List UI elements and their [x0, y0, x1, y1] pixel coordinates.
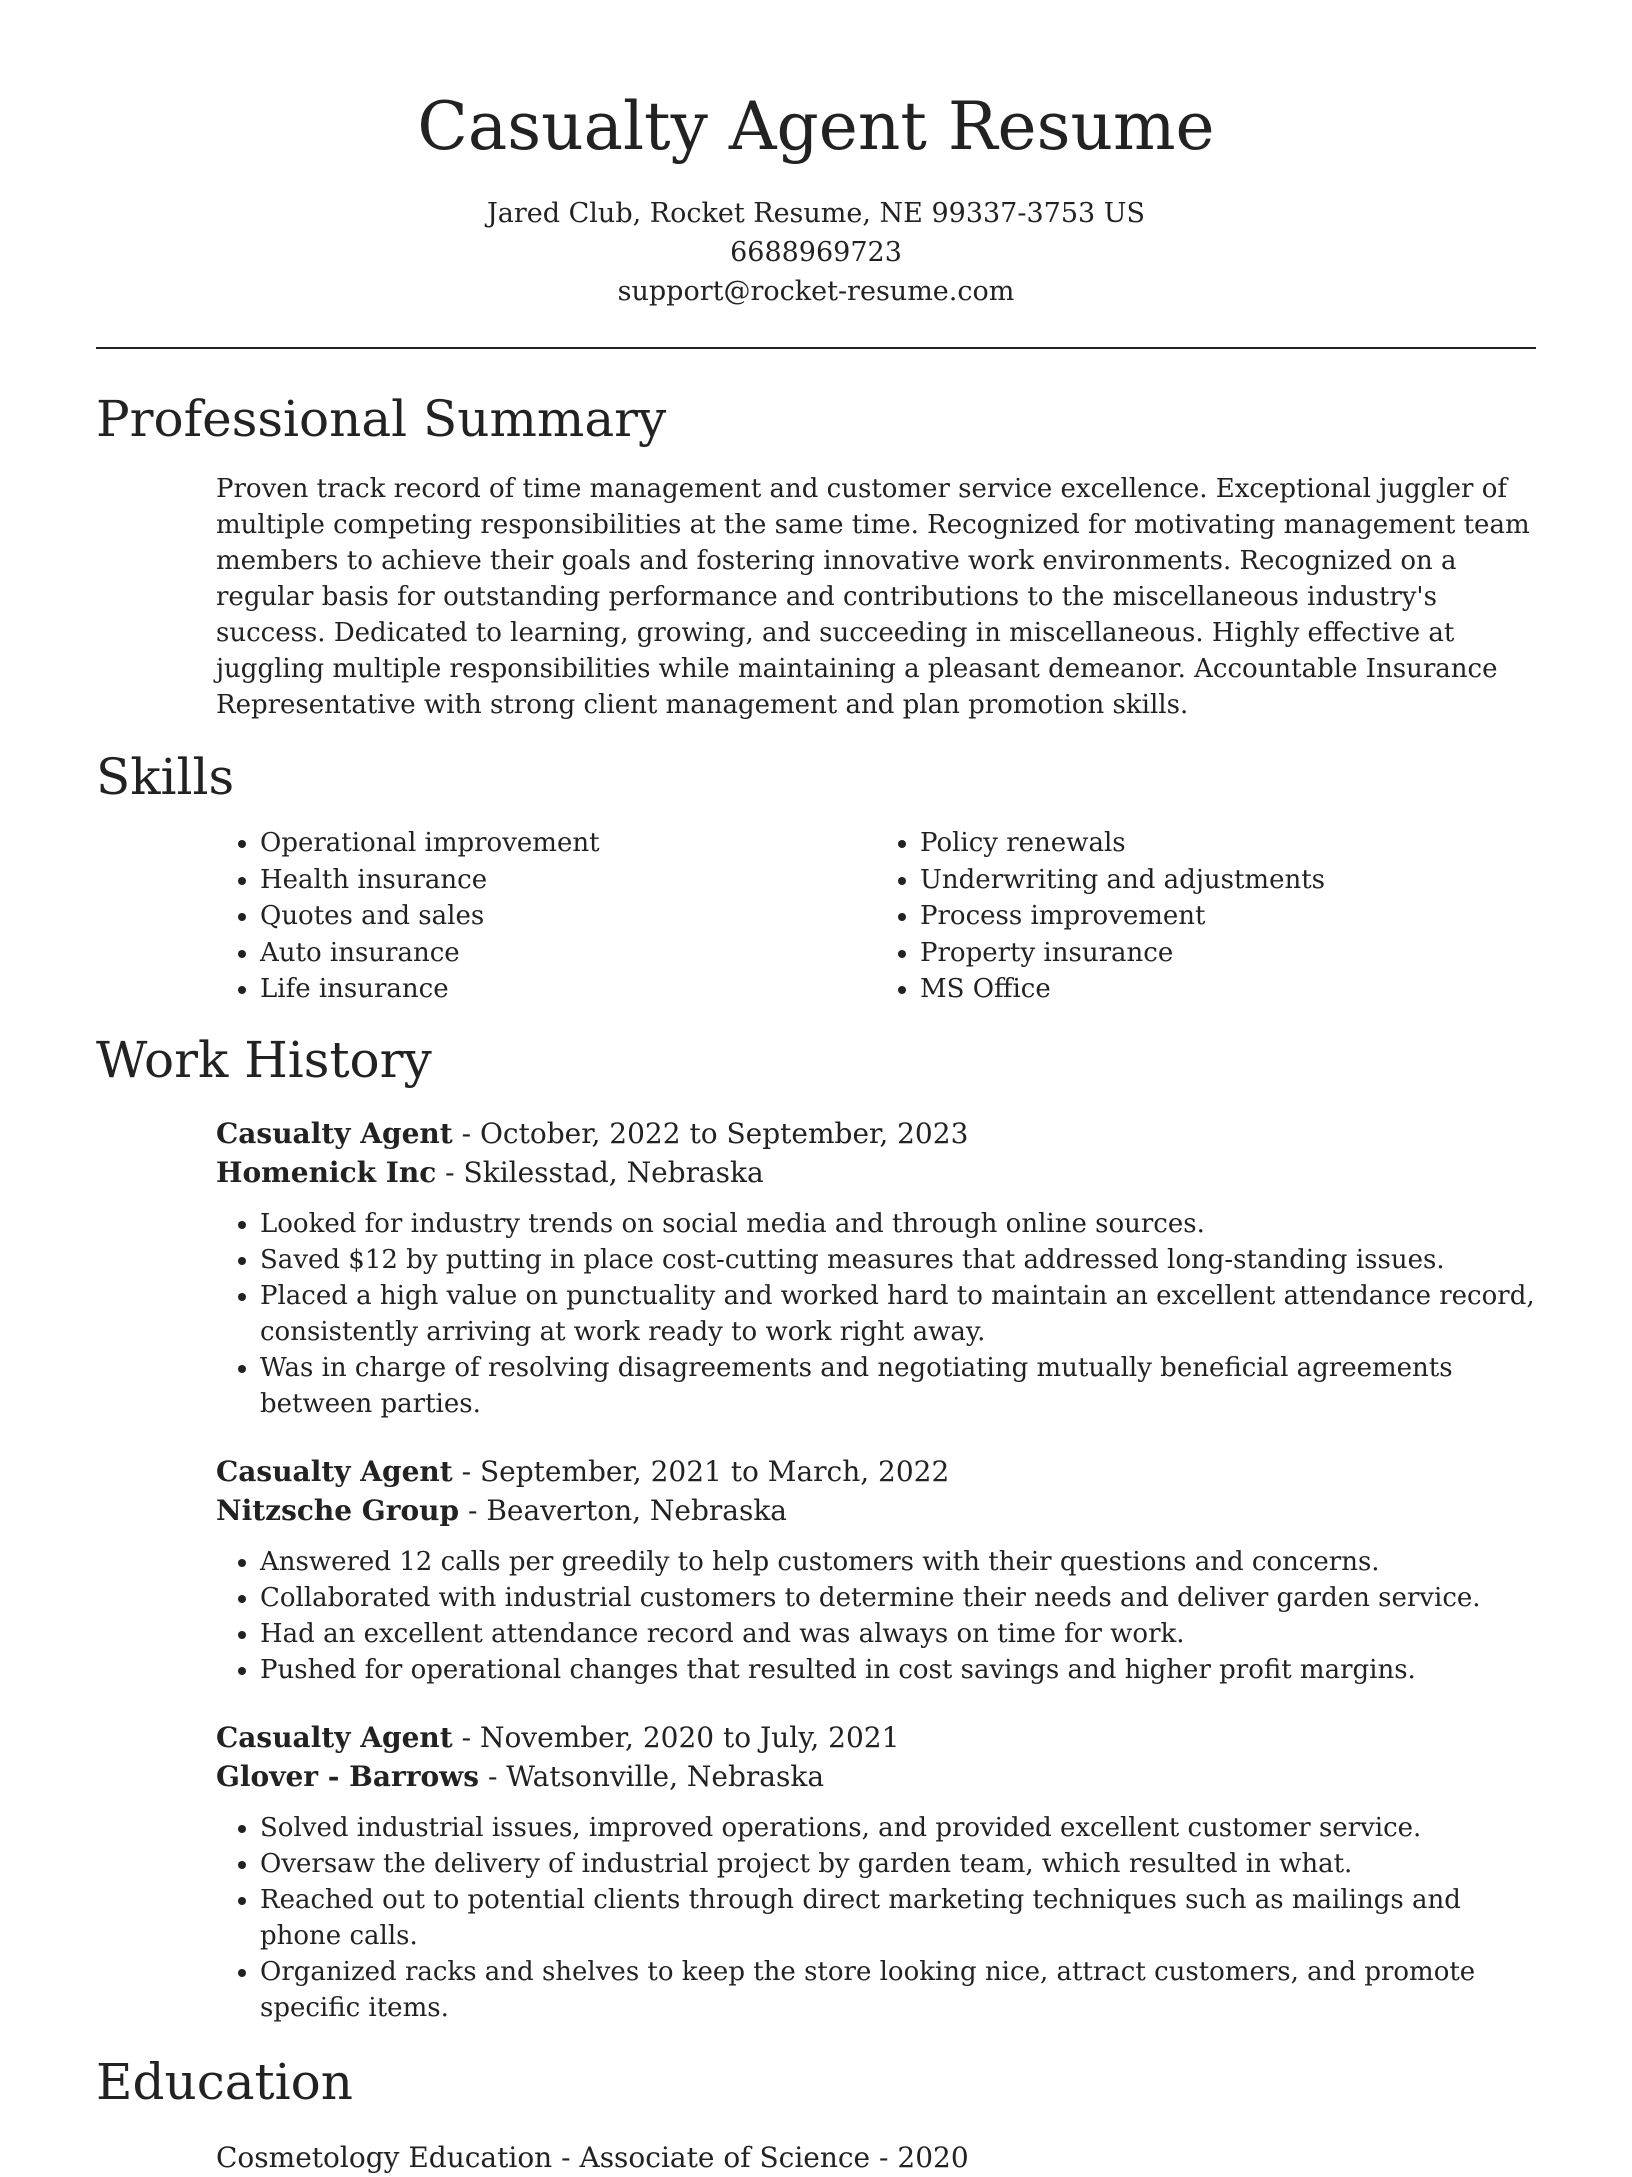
job-company: Glover - Barrows [216, 1759, 480, 1793]
job-bullets [216, 1206, 1536, 1422]
skill-item: • Health insurance [260, 862, 876, 899]
job-bullet: • Had an excellent attendance record and was always on time for work. [260, 1616, 1536, 1652]
job-company-line [216, 1491, 1536, 1530]
work-history-list [216, 1114, 1536, 2026]
skill-item: • MS Office [920, 971, 1536, 1008]
skill-item: • Policy renewals [920, 825, 1536, 862]
job-bullets [216, 1544, 1536, 1688]
contact-block [96, 194, 1536, 311]
job-location: - Beaverton, Nebraska [459, 1493, 787, 1527]
job-bullet: • Pushed for operational changes that resulted in cost savings and higher profit margins. [260, 1652, 1536, 1688]
summary-heading: Professional Summary [96, 390, 667, 448]
job-bullet: • Solved industrial issues, improved operations, and provided excellent customer service. [260, 1810, 1536, 1846]
summary-text: Proven track record of time management and customer service excellence. Exceptional juggler of multiple competing responsibilities at the same time. Recognized for motivating management team members to achieve their goals and fostering innovative work environments. Recognized on a regular basis for outstanding performance and contributions to the miscellaneous industry's success. Dedicated to learning, growing, and succeeding in miscellaneous. Highly effective at juggling multiple responsibilities while maintaining a pleasant demeanor. Accountable Insurance Representative with strong client management and plan promotion skills. [216, 474, 1530, 720]
skills-heading: Skills [96, 748, 235, 806]
work-history-heading: Work History [96, 1030, 432, 1089]
skills-column-left [216, 825, 876, 1008]
job-bullet: • Saved $12 by putting in place cost-cutting measures that addressed long-standing issues. [260, 1242, 1536, 1278]
job-location: - Skilesstad, Nebraska [436, 1155, 764, 1189]
job-dates: - November, 2020 to July, 2021 [452, 1720, 900, 1754]
job-bullet: • Answered 12 calls per greedily to help customers with their questions and concerns. [260, 1544, 1536, 1580]
job-bullets [216, 1810, 1536, 2026]
job-bullet: • Organized racks and shelves to keep the store looking nice, attract customers, and promote specific items. [260, 1954, 1536, 2026]
job-entry [216, 1718, 1536, 2026]
job-bullet: • Was in charge of resolving disagreements and negotiating mutually beneficial agreements between parties. [260, 1350, 1536, 1422]
job-title-line [216, 1718, 1536, 1757]
contact-address: Jared Club, Rocket Resume, NE 99337-3753 US [486, 198, 1146, 229]
job-bullet: • Looked for industry trends on social media and through online sources. [260, 1206, 1536, 1242]
resume-title: Casualty Agent Resume [417, 88, 1215, 165]
job-title-line [216, 1452, 1536, 1491]
job-dates: - October, 2022 to September, 2023 [452, 1116, 969, 1150]
contact-phone: 6688969723 [730, 237, 902, 268]
skill-item: • Process improvement [920, 898, 1536, 935]
skills-column-right [876, 825, 1536, 1008]
header-divider [96, 347, 1536, 349]
job-dates: - September, 2021 to March, 2022 [452, 1454, 950, 1488]
skill-item: • Quotes and sales [260, 898, 876, 935]
job-title: Casualty Agent [216, 1116, 453, 1150]
skill-item: • Underwriting and adjustments [920, 862, 1536, 899]
job-company-line [216, 1153, 1536, 1192]
skills-list [216, 825, 1536, 1008]
job-company: Homenick Inc [216, 1155, 437, 1189]
job-title: Casualty Agent [216, 1720, 453, 1754]
job-title-line [216, 1114, 1536, 1153]
education-entry: Cosmetology Education - Associate of Science - 2020 [216, 2140, 969, 2174]
skill-item: • Life insurance [260, 971, 876, 1008]
job-bullet: • Placed a high value on punctuality and worked hard to maintain an excellent attendance record, consistently arriving at work ready to work right away. [260, 1278, 1536, 1350]
skill-item: • Operational improvement [260, 825, 876, 862]
skill-item: • Property insurance [920, 935, 1536, 972]
resume-page [96, 0, 1536, 2177]
job-company: Nitzsche Group [216, 1493, 460, 1527]
contact-email: support@rocket-resume.com [617, 276, 1015, 307]
job-location: - Watsonville, Nebraska [479, 1759, 825, 1793]
job-bullet: • Collaborated with industrial customers to determine their needs and deliver garden service. [260, 1580, 1536, 1616]
job-entry [216, 1114, 1536, 1422]
job-title: Casualty Agent [216, 1454, 453, 1488]
job-company-line [216, 1757, 1536, 1796]
job-bullet: • Oversaw the delivery of industrial project by garden team, which resulted in what. [260, 1846, 1536, 1882]
education-heading: Education [96, 2052, 353, 2111]
skill-item: • Auto insurance [260, 935, 876, 972]
job-entry [216, 1452, 1536, 1688]
job-bullet: • Reached out to potential clients through direct marketing techniques such as mailings and phone calls. [260, 1882, 1536, 1954]
